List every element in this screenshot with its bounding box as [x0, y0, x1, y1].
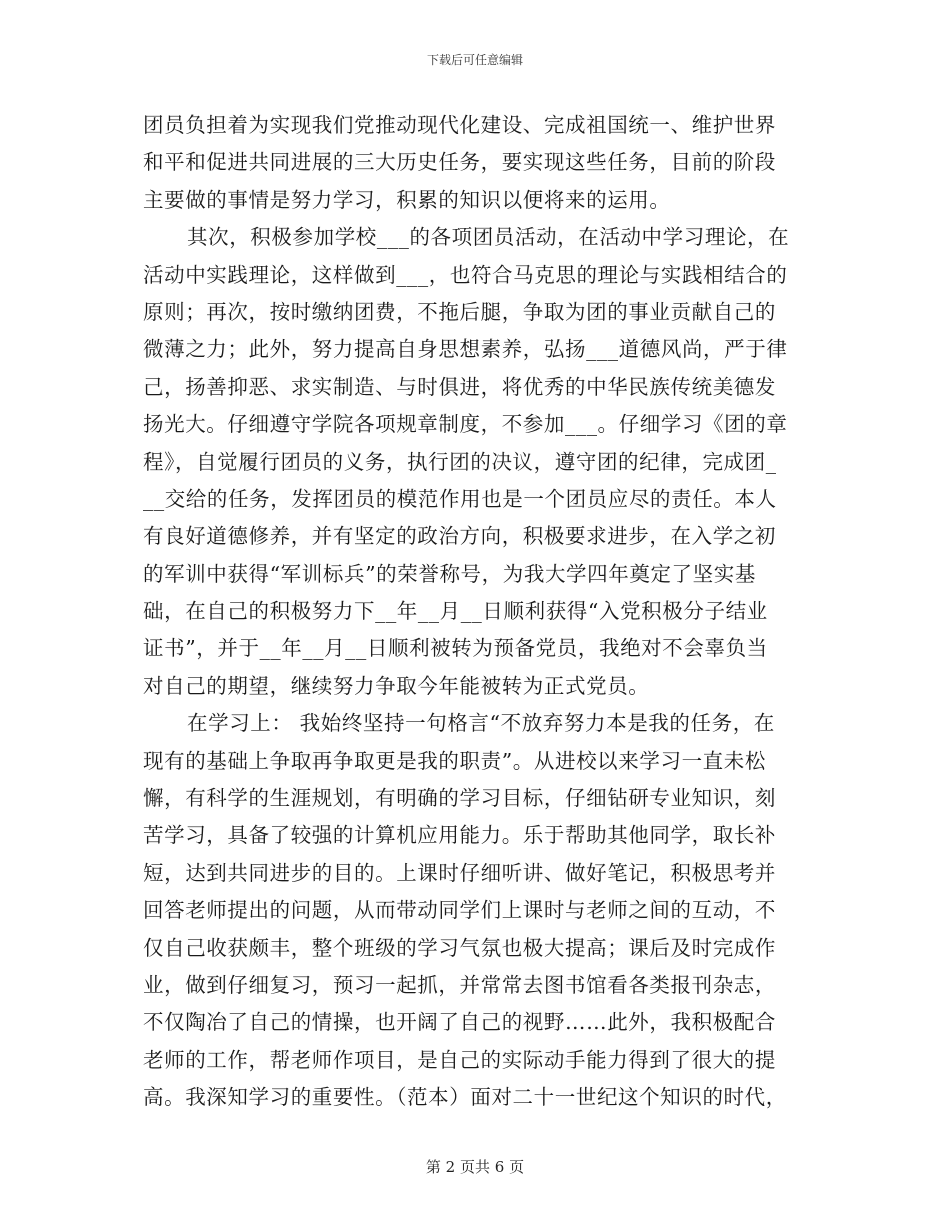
- text-line: 懈，有科学的生涯规划，有明确的学习目标，仔细钻研专业知识，刻: [143, 786, 776, 811]
- paragraph-start-line: 其次，积极参加学校___的各项团员活动，在活动中学习理论，在: [187, 225, 790, 250]
- text-line: 己，扬善抑恶、求实制造、与时俱进，将优秀的中华民族传统美德发: [143, 374, 776, 399]
- text-line: 扬光大。仔细遵守学院各项规章制度，不参加___。仔细学习《团的章: [143, 412, 788, 437]
- page-number-footer: 第 2 页共 6 页: [425, 1158, 525, 1176]
- text-line: 原则；再次，按时缴纳团费，不拖后腿，争取为团的事业贡献自己的: [143, 299, 776, 324]
- text-line: 程》，自觉履行团员的义务，执行团的决议，遵守团的纪律，完成团_: [143, 449, 777, 474]
- text-line: 老师的工作，帮老师作项目，是自己的实际动手能力得到了很大的提: [143, 1047, 776, 1072]
- text-line: 有良好道德修养，并有坚定的政治方向，积极要求进步，在入学之初: [143, 524, 776, 549]
- text-line: 短，达到共同进步的目的。上课时仔细听讲、做好笔记，积极思考并: [143, 860, 776, 885]
- text-line: 苦学习，具备了较强的计算机应用能力。乐于帮助其他同学，取长补: [143, 823, 776, 848]
- text-line: 证书”，并于__年__月__日顺利被转为预备党员，我绝对不会辜负当: [143, 636, 768, 661]
- text-line: 业，做到仔细复习，预习一起抓，并常常去图书馆看各类报刊杂志，: [143, 972, 776, 997]
- document-body: [143, 107, 813, 1117]
- page-header: 下载后可任意编辑: [426, 53, 523, 67]
- text-line: 主要做的事情是努力学习，积累的知识以便将来的运用。: [143, 187, 671, 212]
- text-line: 团员负担着为实现我们党推动现代化建设、完成祖国统一、维护世界: [143, 113, 776, 137]
- text-line: 现有的基础上争取再争取更是我的职责”。从进校以来学习一直未松: [143, 748, 766, 773]
- text-line: 高。我深知学习的重要性。（范本）面对二十一世纪这个知识的时代，: [143, 1085, 787, 1110]
- paragraph-start-line: 在学习上： 我始终坚持一句格言“不放弃努力本是我的任务，在: [187, 711, 775, 736]
- text-line: 的军训中获得“军训标兵”的荣誉称号，为我大学四年奠定了坚实基: [143, 561, 756, 586]
- text-line: 活动中实践理论，这样做到___，也符合马克思的理论与实践相结合的: [143, 262, 788, 287]
- text-line: 仅自己收获颇丰，整个班级的学习气氛也极大提高；课后及时完成作: [143, 935, 776, 960]
- text-line: 不仅陶冶了自己的情操，也开阔了自己的视野……此外，我积极配合: [143, 1010, 776, 1035]
- text-line: 和平和促进共同进展的三大历史任务，要实现这些任务，目前的阶段: [143, 150, 776, 175]
- text-line: 础，在自己的积极努力下__年__月__日顺利获得“入党积极分子结业: [143, 599, 768, 624]
- text-line: 回答老师提出的问题，从而带动同学们上课时与老师之间的互动，不: [143, 898, 776, 923]
- text-line: __交给的任务，发挥团员的模范作用也是一个团员应尽的责任。本人: [143, 486, 777, 511]
- text-line: 对自己的期望，继续努力争取今年能被转为正式党员。: [143, 673, 650, 698]
- text-line: 微薄之力；此外，努力提高自身思想素养，弘扬___道德风尚，严于律: [143, 337, 788, 362]
